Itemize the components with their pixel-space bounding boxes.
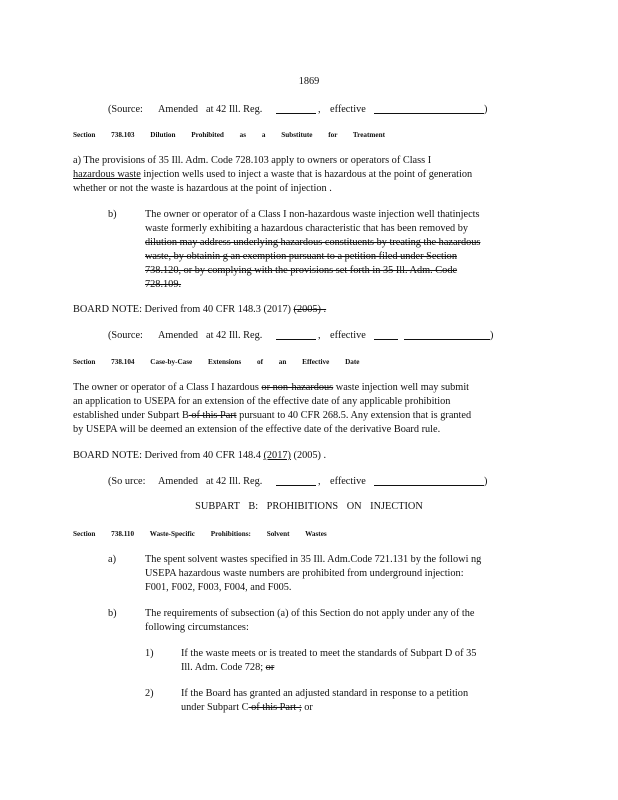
paragraph-110-b-line-2: following circumstances: — [145, 622, 249, 633]
paragraph-a-line-1: a) The provisions of 35 Ill. Adm. Code 728.103 apply to owners or operators of Class I — [73, 155, 432, 166]
paragraph-a-line-3: whether or not the waste is hazardous at the point of injection . — [73, 183, 332, 194]
effective-blank-b — [404, 339, 490, 340]
paragraph-110-b-line-1: The requirements of subsection (a) of this Section do not apply under any of the — [145, 608, 475, 619]
section-heading-738-104: Section 738.104 Case-by-Case Extensions of an Effective Date — [73, 358, 360, 366]
paragraph-b-line-2: waste formerly exhibiting a hazardous characteristic that has been removed by — [145, 223, 469, 234]
paragraph-b-line-3: dilution may address underlying hazardous constituents by treating the hazardous — [145, 237, 481, 248]
paragraph-110-a-line-3: F001, F002, F003, F004, and F005. — [145, 582, 292, 593]
item-2-line-1: If the Board has granted an adjusted standard in response to a petition — [181, 688, 469, 699]
paragraph-110-a-line-2: USEPA hazardous waste numbers are prohibited from underground injection: — [145, 568, 464, 579]
paragraph-b-line-6: 728.109. — [145, 279, 182, 290]
paragraph-104-line-1: The owner or operator of a Class I hazardous or non-hazardous waste injection well may submit — [73, 382, 470, 393]
source-effective: effective — [330, 476, 366, 487]
item-2-line-2: under Subpart C of this Part ; or — [181, 702, 313, 713]
source-register: at 42 Ill. Reg. — [206, 330, 263, 341]
effective-blank — [374, 485, 484, 486]
source-amended: Amended — [158, 330, 199, 341]
source-amended: Amended — [158, 476, 199, 487]
paragraph-a-line-2: hazardous waste injection wells used to inject a waste that is hazardous at the point of generation — [73, 169, 473, 180]
subpart-heading: SUBPART B: PROHIBITIONS ON INJECTION — [195, 501, 423, 512]
board-note-2: BOARD NOTE: Derived from 40 CFR 148.4 (2017) (2005) . — [73, 450, 327, 461]
source-label: (Source: — [108, 330, 143, 341]
paragraph-104-line-2: an application to USEPA for an extension of the effective date of any applicable prohibition — [73, 396, 451, 407]
paragraph-b-line-1: The owner or operator of a Class I non-hazardous waste injection well thatinjects — [145, 209, 480, 220]
source-register: at 42 Ill. Reg. — [206, 104, 263, 115]
source-label: (So urce: — [108, 476, 146, 487]
register-blank — [276, 113, 316, 114]
item-1-label: 1) — [145, 648, 154, 659]
item-1-line-1: If the waste meets or is treated to meet the standards of Subpart D of 35 — [181, 648, 477, 659]
paragraph-110-a-line-1: The spent solvent wastes specified in 35 Ill. Adm.Code 721.131 by the followi ng — [145, 554, 482, 565]
source-effective: effective — [330, 330, 366, 341]
struck-year: (2005) . — [293, 304, 327, 315]
underlined-text: hazardous waste — [73, 169, 141, 180]
source-effective: effective — [330, 104, 366, 115]
paragraph-b-label: b) — [108, 209, 117, 220]
paragraph-b-line-5: 738.120, or by complying with the provisions set forth in 35 Ill. Adm. Code — [145, 265, 458, 276]
source-label: (Source: — [108, 104, 143, 115]
register-blank — [276, 339, 316, 340]
source-close: ) — [484, 104, 488, 115]
effective-blank — [374, 113, 484, 114]
page-number: 1869 — [298, 76, 320, 87]
paragraph-104-line-3: established under Subpart B of this Part pursuant to 40 CFR 268.5. Any extension that is granted — [73, 410, 472, 421]
register-blank — [276, 485, 316, 486]
source-close: ) — [490, 330, 494, 341]
source-close: ) — [484, 476, 488, 487]
section-heading-738-103: Section 738.103 Dilution Prohibited as a Substitute for Treatment — [73, 131, 385, 139]
effective-blank-a — [374, 339, 398, 340]
board-note-1: BOARD NOTE: Derived from 40 CFR 148.3 (2017) (2005) . — [73, 304, 327, 315]
paragraph-110-a-label: a) — [108, 554, 116, 565]
source-amended: Amended — [158, 104, 199, 115]
paragraph-104-line-4: by USEPA will be deemed an extension of the effective date of the derivative Board rule. — [73, 424, 441, 435]
item-2-label: 2) — [145, 688, 154, 699]
section-heading-738-110: Section 738.110 Waste-Specific Prohibitions: Solvent Wastes — [73, 530, 327, 538]
item-1-line-2: Ill. Adm. Code 728; or — [181, 662, 275, 673]
source-register: at 42 Ill. Reg. — [206, 476, 263, 487]
paragraph-110-b-label: b) — [108, 608, 117, 619]
paragraph-b-line-4: waste, by obtainin g an exemption pursuant to a petition filed under Section — [145, 251, 457, 262]
